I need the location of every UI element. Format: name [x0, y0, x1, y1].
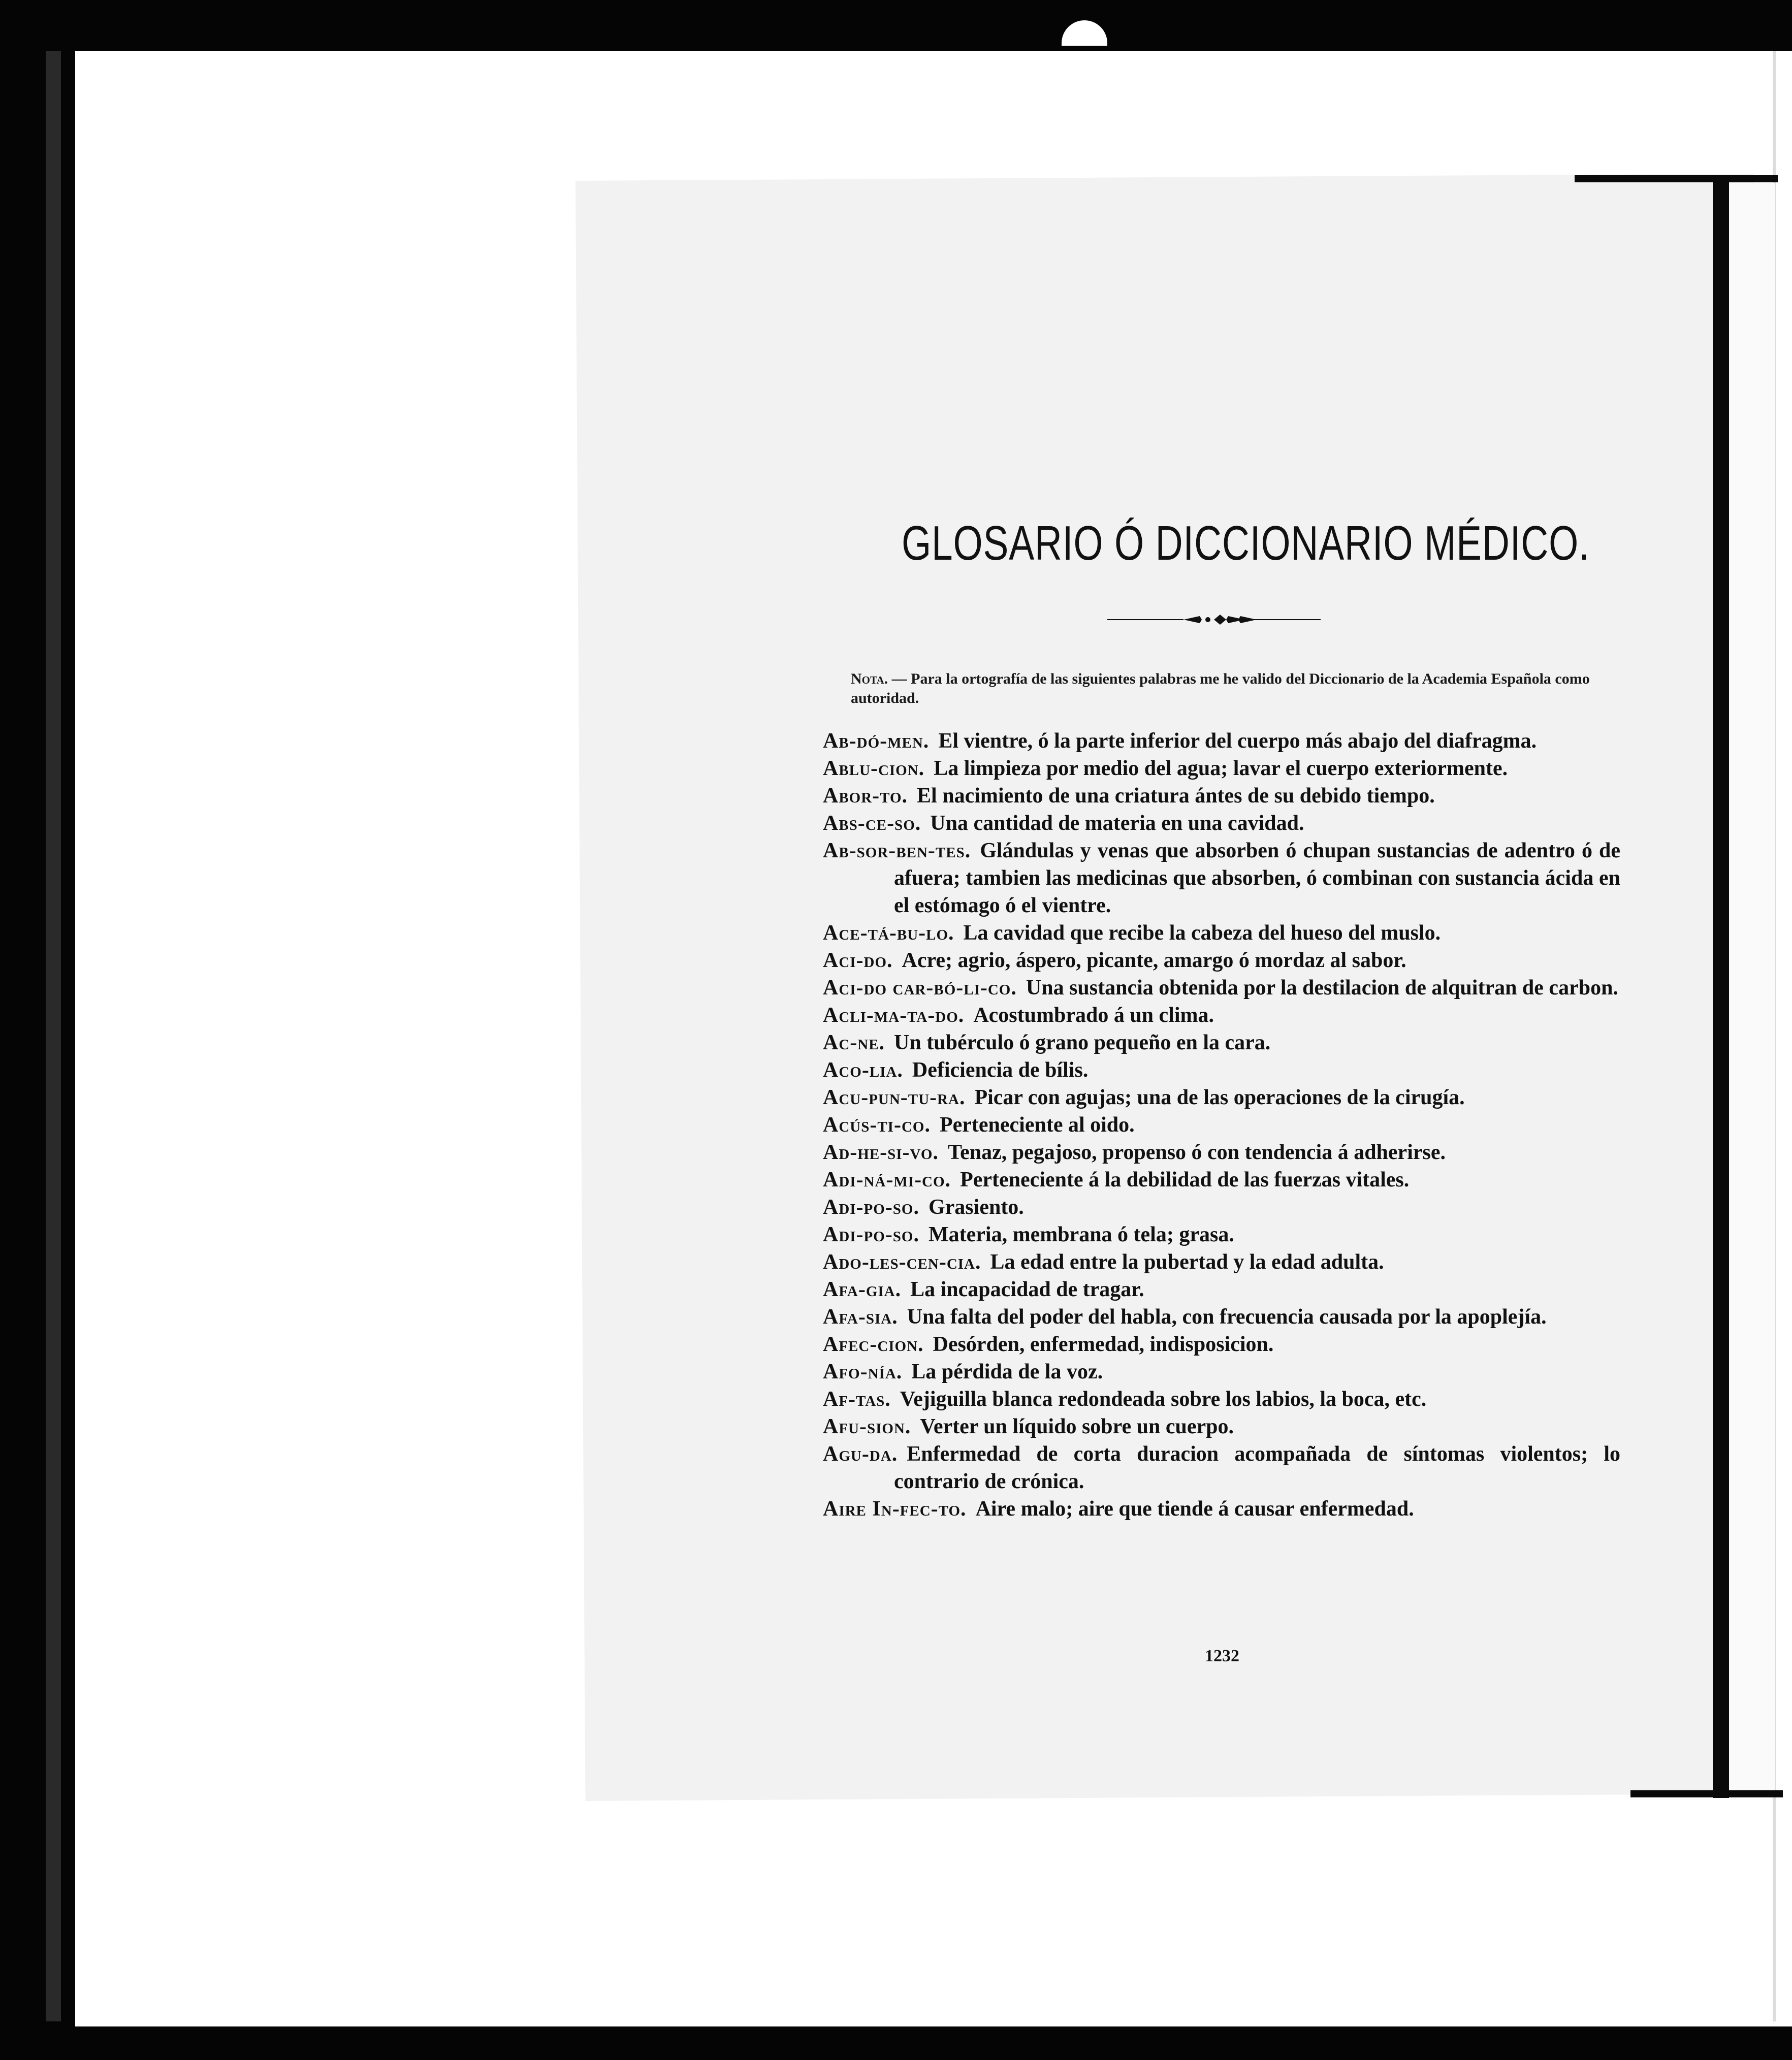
glossary-entry	[823, 1495, 1620, 1523]
entry-headword: Acu-pun-tu-ra.	[823, 1086, 966, 1109]
facing-page-edge-top	[1575, 175, 1778, 182]
glossary-entry	[823, 1358, 1620, 1386]
entry-headword: Acús-ti-co.	[823, 1113, 931, 1137]
glossary-entry	[823, 974, 1620, 1002]
glossary-entry	[823, 1194, 1620, 1221]
glossary-entry	[823, 782, 1620, 810]
entry-headword: Ace-tá-bu-lo.	[823, 921, 954, 945]
glossary-entry	[823, 1386, 1620, 1413]
entry-headword: Afo-nía.	[823, 1360, 903, 1383]
glossary-entry	[823, 1056, 1620, 1084]
entry-headword: Ado-les-cen-cia.	[823, 1250, 981, 1274]
page-title: GLOSARIO Ó DICCIONARIO MÉDICO.	[902, 516, 1590, 570]
entry-definition: La edad entre la pubertad y la edad adulta.	[990, 1250, 1384, 1274]
entry-headword: Ab-dó-men.	[823, 729, 930, 753]
glossary-entry	[823, 755, 1620, 782]
entry-definition: Desórden, enfermedad, indisposicion.	[933, 1333, 1274, 1356]
glossary-entry	[823, 1276, 1620, 1303]
entry-headword: Ad-he-si-vo.	[823, 1141, 939, 1164]
entry-definition: Un tubérculo ó grano pequeño en la cara.	[894, 1031, 1271, 1054]
note-label: Nota.	[851, 670, 888, 687]
glossary-entry	[823, 1221, 1620, 1248]
entry-headword: Acli-ma-ta-do.	[823, 1004, 965, 1027]
entry-headword: Abs-ce-so.	[823, 812, 921, 835]
entry-definition: Grasiento.	[929, 1196, 1024, 1219]
glossary-entry	[823, 1111, 1620, 1139]
glossary-entry	[823, 1413, 1620, 1440]
entry-definition: Glándulas y venas que absorben ó chupan sustancias de adentro ó de afuera; tambien las medicinas que absorben, ó combinan con sustancia ácida en el estómago ó el vientre.	[894, 839, 1620, 917]
title-ornament-icon	[1107, 612, 1321, 627]
entry-definition: Aire malo; aire que tiende á causar enfermedad.	[975, 1497, 1414, 1521]
glossary-entry	[823, 1166, 1620, 1194]
entry-definition: El vientre, ó la parte inferior del cuerpo más abajo del diafragma.	[938, 729, 1537, 753]
entry-headword: Abor-to.	[823, 784, 908, 808]
glossary-entry	[823, 1139, 1620, 1166]
entry-definition: Picar con agujas; una de las operaciones de la cirugía.	[974, 1086, 1465, 1109]
entry-headword: Aire In-fec-to.	[823, 1497, 967, 1521]
glossary-entry	[823, 1084, 1620, 1111]
glossary-entry	[823, 727, 1620, 755]
entry-definition: Vejiguilla blanca redondeada sobre los labios, la boca, etc.	[900, 1388, 1427, 1411]
glossary-entry	[823, 1029, 1620, 1056]
glossary-entry	[823, 1303, 1620, 1331]
entry-definition: La cavidad que recibe la cabeza del hueso del muslo.	[963, 921, 1441, 945]
note-paragraph	[851, 669, 1623, 708]
glossary-entry	[823, 810, 1620, 837]
entry-definition: La limpieza por medio del agua; lavar el cuerpo exteriormente.	[934, 757, 1508, 780]
entry-definition: Una falta del poder del habla, con frecuencia causada por la apoplejía.	[907, 1305, 1547, 1329]
scan-frame-bottom	[0, 2026, 1792, 2060]
entry-headword: Adi-ná-mi-co.	[823, 1168, 951, 1192]
scan-frame-top-band	[0, 30, 1792, 51]
entry-headword: Af-tas.	[823, 1388, 891, 1411]
entry-definition: Acre; agrio, áspero, picante, amargo ó mordaz al sabor.	[902, 949, 1406, 972]
entry-headword: Adi-po-so.	[823, 1196, 919, 1219]
entry-definition: Una cantidad de materia en una cavidad.	[930, 812, 1304, 835]
entry-definition: Materia, membrana ó tela; grasa.	[929, 1223, 1234, 1246]
entry-definition: Perteneciente á la debilidad de las fuerzas vitales.	[960, 1168, 1410, 1192]
entry-definition: Una sustancia obtenida por la destilacion de alquitran de carbon.	[1026, 976, 1618, 1000]
entry-headword: Aci-do car-bó-li-co.	[823, 976, 1017, 1000]
glossary-entry	[823, 947, 1620, 974]
entry-headword: Afu-sion.	[823, 1415, 911, 1438]
entry-headword: Afa-sia.	[823, 1305, 898, 1329]
glossary-entry	[823, 919, 1620, 947]
entry-headword: Ac-ne.	[823, 1031, 885, 1054]
entry-headword: Aci-do.	[823, 949, 893, 972]
entry-headword: Agu-da.	[823, 1442, 898, 1466]
facing-page-edge	[1713, 178, 1729, 1798]
glossary-entry	[823, 837, 1620, 919]
glossary-entry	[823, 1002, 1620, 1029]
glossary-entry	[823, 1331, 1620, 1358]
note-text: — Para la ortografía de las siguientes palabras me he valido del Diccionario de la Academia Española como autoridad.	[851, 670, 1590, 706]
scan-frame-left-gap	[46, 51, 61, 2021]
glossary-entry	[823, 1440, 1620, 1495]
entry-definition: Tenaz, pegajoso, propenso ó con tendencia á adherirse.	[947, 1141, 1446, 1164]
entry-definition: Enfermedad de corta duracion acompañada de síntomas violentos; lo contrario de crónica.	[894, 1442, 1620, 1493]
facing-page-sliver	[1729, 183, 1775, 1793]
entry-definition: El nacimiento de una criatura ántes de su debido tiempo.	[917, 784, 1435, 808]
entry-definition: Verter un líquido sobre un cuerpo.	[920, 1415, 1234, 1438]
entry-headword: Ablu-cion.	[823, 757, 925, 780]
glossary-entry	[823, 1248, 1620, 1276]
scan-frame-left	[0, 0, 75, 2060]
entry-definition: La pérdida de la voz.	[911, 1360, 1103, 1383]
glossary-entries	[823, 727, 1620, 1523]
entry-headword: Ab-sor-ben-tes.	[823, 839, 971, 862]
entry-headword: Adi-po-so.	[823, 1223, 919, 1246]
entry-definition: Perteneciente al oido.	[939, 1113, 1135, 1137]
entry-headword: Afa-gia.	[823, 1278, 902, 1301]
entry-definition: Acostumbrado á un clima.	[973, 1004, 1214, 1027]
entry-headword: Afec-cion.	[823, 1333, 924, 1356]
entry-definition: La incapacidad de tragar.	[910, 1278, 1144, 1301]
page-number: 1232	[1205, 1647, 1239, 1665]
scan-frame-top	[0, 0, 1792, 30]
entry-definition: Deficiencia de bílis.	[912, 1058, 1089, 1082]
entry-headword: Aco-lia.	[823, 1058, 903, 1082]
facing-page-edge-bottom	[1630, 1790, 1783, 1797]
